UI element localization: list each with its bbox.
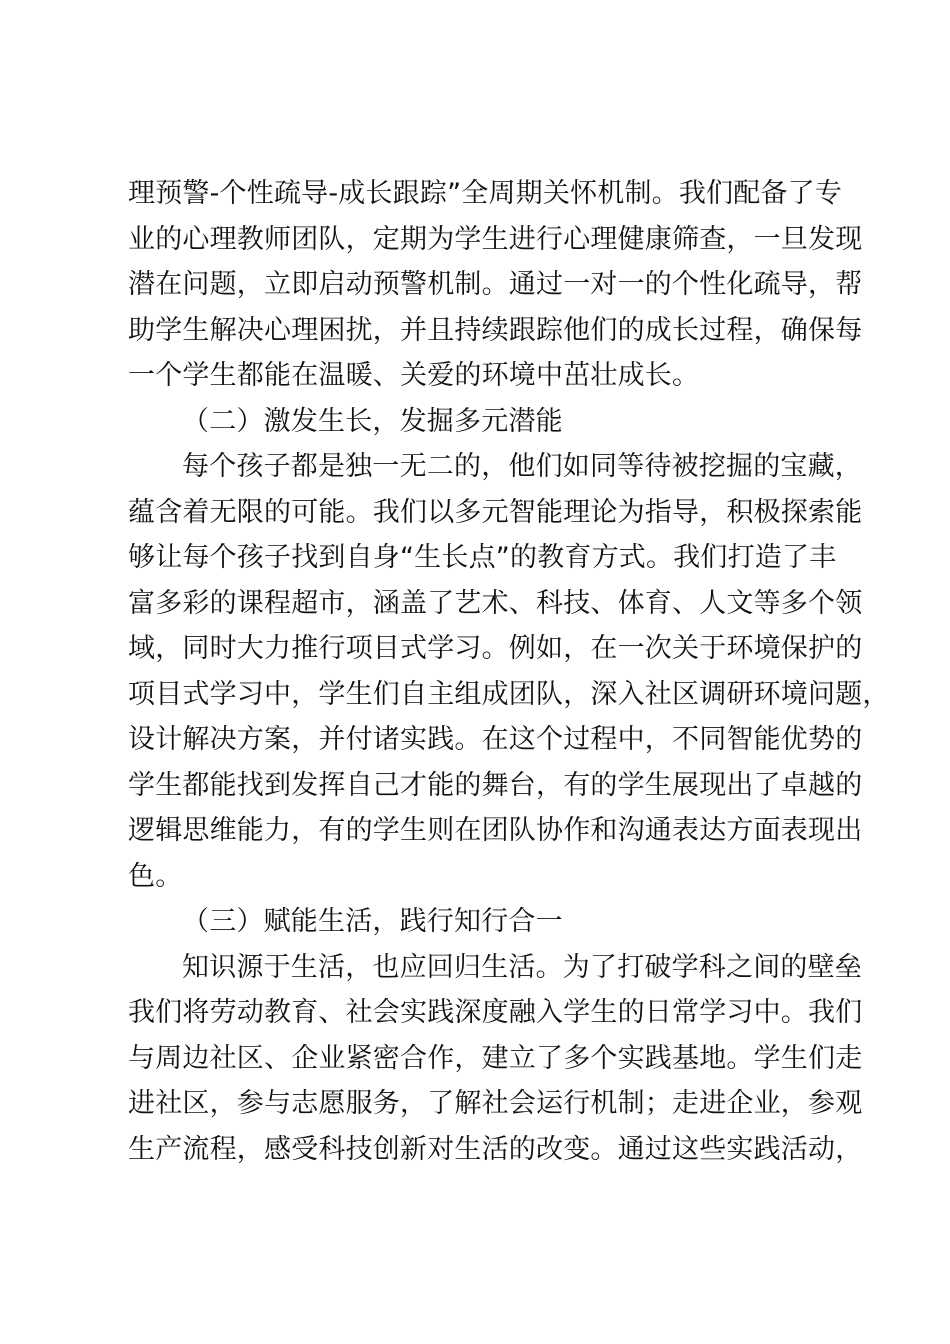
paragraph-2-line-8: 学生都能找到发挥自己才能的舞台，有的学生展现出了卓越的 [128,769,863,801]
paragraph-2-line-5: 域，同时大力推行项目式学习。例如，在一次关于环境保护的 [128,633,863,664]
paragraph-3-line-4: 进社区，参与志愿服务，了解社会运行机制；走进企业，参观 [128,1088,863,1119]
paragraph-2-line-7: 设计解决方案，并付诸实践。在这个过程中，不同智能优势的 [128,724,863,755]
paragraph-1-line-3: 潜在问题，立即启动预警机制。通过一对一的个性化疏导，帮 [128,269,863,300]
paragraph-2-line-6: 项目式学习中，学生们自主组成团队，深入社区调研环境问题， [128,678,890,710]
paragraph-2-line-2: 蕴含着无限的可能。我们以多元智能理论为指导，积极探索能 [128,496,863,528]
paragraph-3-line-1: 知识源于生活，也应回归生活。为了打破学科之间的壁垒 [182,951,862,983]
document-body [128,171,890,1172]
paragraph-2-line-10: 色。 [128,860,183,892]
paragraph-1-line-1: 理预警-个性疏导-成长跟踪”全周期关怀机制。我们配备了专 [128,178,843,209]
paragraph-1-line-2: 业的心理教师团队，定期为学生进行心理健康筛查，一旦发现 [128,223,863,255]
paragraph-1-line-4: 助学生解决心理困扰，并且持续跟踪他们的成长过程，确保每 [128,314,863,346]
section-heading-2: （二）激发生长，发掘多元潜能 [182,405,563,437]
paragraph-3-line-5: 生产流程，感受科技创新对生活的改变。通过这些实践活动， [128,1133,863,1165]
paragraph-2-line-1: 每个孩子都是独一无二的，他们如同等待被挖掘的宝藏， [182,451,862,482]
paragraph-2-line-3: 够让每个孩子找到自身“生长点”的教育方式。我们打造了丰 [128,542,837,573]
paragraph-3-line-3: 与周边社区、企业紧密合作，建立了多个实践基地。学生们走 [128,1042,863,1074]
paragraph-2-line-9: 逻辑思维能力，有的学生则在团队协作和沟通表达方面表现出 [128,815,863,846]
paragraph-1-line-5: 一个学生都能在温暖、关爱的环境中茁壮成长。 [128,360,700,391]
paragraph-2-line-4: 富多彩的课程超市，涵盖了艺术、科技、体育、人文等多个领 [128,587,863,619]
paragraph-3-line-2: 我们将劳动教育、社会实践深度融入学生的日常学习中。我们 [128,997,863,1028]
section-heading-3: （三）赋能生活，践行知行合一 [182,906,563,937]
